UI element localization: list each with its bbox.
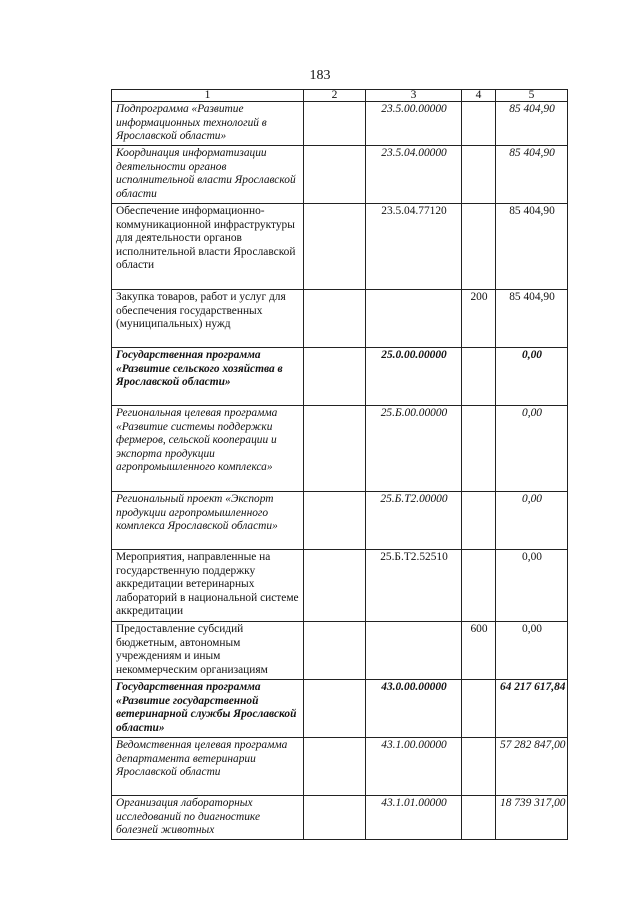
row-expense-type-cell — [462, 550, 496, 622]
row-name-cell: Подпрограмма «Развитие информационных технологий в Ярославской области» — [112, 102, 304, 146]
row-sum-cell: 0,00 — [496, 348, 568, 406]
row-code-cell: 23.5.04.77120 — [366, 204, 462, 290]
row-expense-type-cell — [462, 406, 496, 492]
row-col2-cell — [304, 738, 366, 796]
row-sum-cell: 0,00 — [496, 550, 568, 622]
table-row — [112, 680, 568, 738]
row-name-cell: Государственная программа «Развитие государственной ветеринарной службы Ярославской области» — [112, 680, 304, 738]
row-code-cell: 25.Б.Т2.00000 — [366, 492, 462, 550]
header-col-3: 3 — [366, 90, 462, 102]
table-row — [112, 290, 568, 348]
row-expense-type-cell — [462, 102, 496, 146]
header-col-4: 4 — [462, 90, 496, 102]
row-name-cell: Предоставление субсидий бюджетным, автономным учреждениям и иным некоммерческим организациям — [112, 622, 304, 680]
row-code-cell: 43.1.00.00000 — [366, 738, 462, 796]
row-name-cell: Мероприятия, направленные на государственную поддержку аккредитации ветеринарных лабораторий в национальной системе аккредитации — [112, 550, 304, 622]
row-sum-cell: 64 217 617,84 — [496, 680, 568, 738]
row-code-cell — [366, 290, 462, 348]
row-code-cell: 25.Б.Т2.52510 — [366, 550, 462, 622]
row-sum-cell: 57 282 847,00 — [496, 738, 568, 796]
row-col2-cell — [304, 406, 366, 492]
row-col2-cell — [304, 622, 366, 680]
row-code-cell: 23.5.04.00000 — [366, 146, 462, 204]
header-col-5: 5 — [496, 90, 568, 102]
row-code-cell: 43.0.00.00000 — [366, 680, 462, 738]
row-code-cell: 25.0.00.00000 — [366, 348, 462, 406]
row-col2-cell — [304, 146, 366, 204]
row-code-cell — [366, 622, 462, 680]
row-col2-cell — [304, 796, 366, 840]
row-expense-type-cell: 200 — [462, 290, 496, 348]
row-col2-cell — [304, 102, 366, 146]
row-code-cell: 23.5.00.00000 — [366, 102, 462, 146]
row-code-cell: 25.Б.00.00000 — [366, 406, 462, 492]
table-row — [112, 348, 568, 406]
table-row — [112, 550, 568, 622]
row-col2-cell — [304, 348, 366, 406]
table-header-row — [112, 90, 568, 102]
row-col2-cell — [304, 204, 366, 290]
row-expense-type-cell — [462, 492, 496, 550]
row-sum-cell: 85 404,90 — [496, 290, 568, 348]
table-row — [112, 492, 568, 550]
row-expense-type-cell — [462, 204, 496, 290]
row-name-cell: Региональная целевая программа «Развитие системы поддержки фермеров, сельской кооперации и экспорта продукции агропромышленного комплекса» — [112, 406, 304, 492]
row-code-cell: 43.1.01.00000 — [366, 796, 462, 840]
row-sum-cell: 0,00 — [496, 406, 568, 492]
row-sum-cell: 85 404,90 — [496, 146, 568, 204]
table-row — [112, 204, 568, 290]
row-expense-type-cell — [462, 680, 496, 738]
row-name-cell: Организация лабораторных исследований по диагностике болезней животных — [112, 796, 304, 840]
row-col2-cell — [304, 680, 366, 738]
row-name-cell: Ведомственная целевая программа департамента ветеринарии Ярославской области — [112, 738, 304, 796]
row-expense-type-cell: 600 — [462, 622, 496, 680]
table-row — [112, 102, 568, 146]
header-col-1: 1 — [112, 90, 304, 102]
row-name-cell: Обеспечение информационно-коммуникационной инфраструктуры для деятельности органов исполнительной власти Ярославской области — [112, 204, 304, 290]
row-sum-cell: 85 404,90 — [496, 204, 568, 290]
row-col2-cell — [304, 290, 366, 348]
table-row — [112, 146, 568, 204]
row-sum-cell: 85 404,90 — [496, 102, 568, 146]
row-name-cell: Закупка товаров, работ и услуг для обеспечения государственных (муниципальных) нужд — [112, 290, 304, 348]
row-sum-cell: 18 739 317,00 — [496, 796, 568, 840]
row-expense-type-cell — [462, 738, 496, 796]
header-col-2: 2 — [304, 90, 366, 102]
row-sum-cell: 0,00 — [496, 492, 568, 550]
row-name-cell: Государственная программа «Развитие сельского хозяйства в Ярославской области» — [112, 348, 304, 406]
row-expense-type-cell — [462, 796, 496, 840]
row-col2-cell — [304, 492, 366, 550]
row-name-cell: Координация информатизации деятельности органов исполнительной власти Ярославской области — [112, 146, 304, 204]
page-number: 183 — [309, 68, 331, 83]
row-expense-type-cell — [462, 146, 496, 204]
table-row — [112, 796, 568, 840]
table-row — [112, 622, 568, 680]
row-col2-cell — [304, 550, 366, 622]
table-row — [112, 738, 568, 796]
budget-table — [111, 89, 568, 840]
row-sum-cell: 0,00 — [496, 622, 568, 680]
table-row — [112, 406, 568, 492]
row-expense-type-cell — [462, 348, 496, 406]
row-name-cell: Региональный проект «Экспорт продукции агропромышленного комплекса Ярославской области» — [112, 492, 304, 550]
